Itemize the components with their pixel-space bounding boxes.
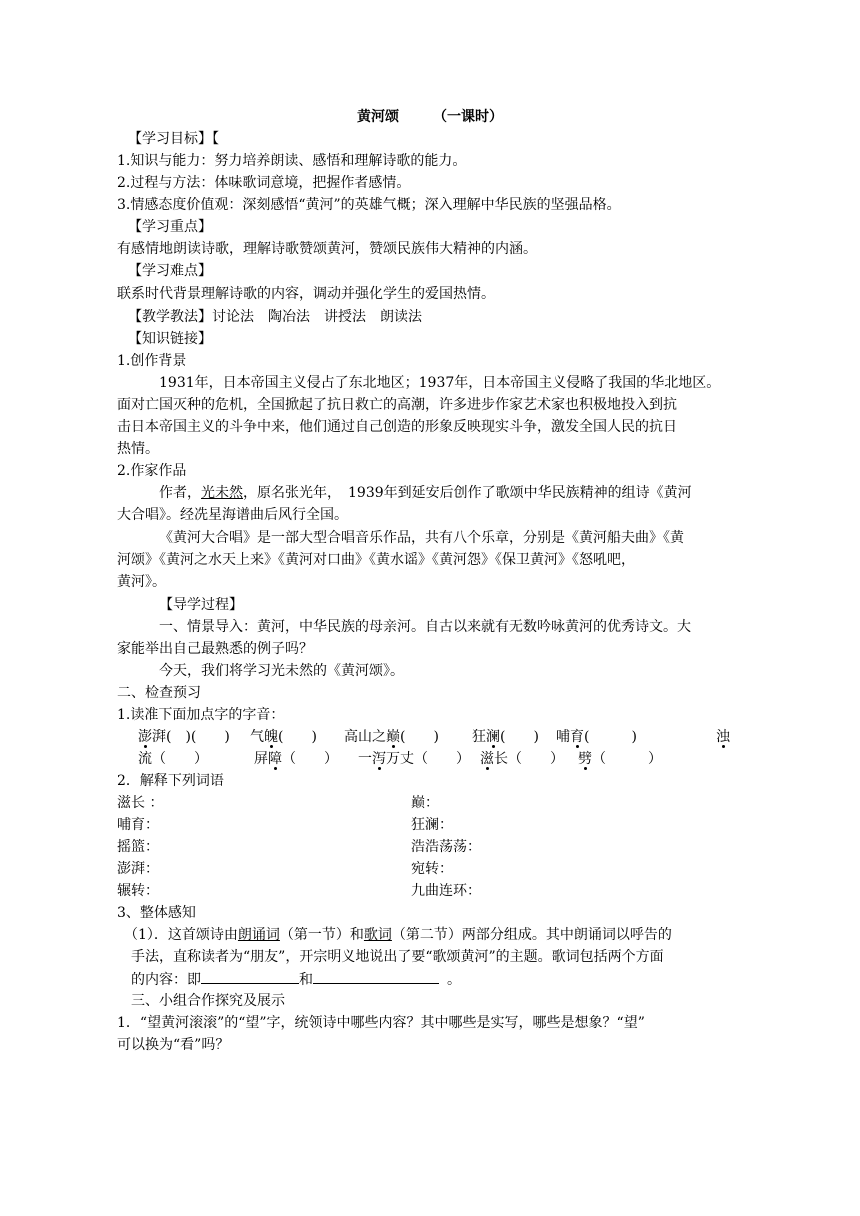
works-line: 大合唱》。经冼星海谱曲后风行全国。 — [117, 507, 348, 523]
dotted-char: 滋 — [480, 751, 494, 767]
page-title — [0, 106, 860, 128]
group-question: 可以换为“看”吗？ — [117, 1037, 230, 1053]
dotted-char: 泻 — [372, 751, 386, 767]
dotted-char: 魄 — [264, 729, 278, 745]
term-right: 狂澜： — [411, 817, 453, 833]
underlined-term: 朗诵词 — [237, 927, 280, 943]
works-para2-line: 黄河》。 — [117, 574, 166, 590]
goal-item: 2.过程与方法：体味歌词意境，把握作者感情。 — [117, 175, 411, 191]
term-left: 澎湃： — [117, 861, 159, 877]
term-left: 滋长 ： — [117, 795, 164, 811]
works-para2-line: 《黄河大合唱》是一部大型合唱音乐作品，共有八个乐章，分别是《黄河船夫曲》《黄 — [159, 530, 684, 546]
pinyin-item: 滋长（ ） — [480, 751, 564, 767]
goal-item: 1.知识与能力：努力培养朗读、感悟和理解诗歌的能力。 — [117, 153, 467, 169]
background-title: 1.创作背景 — [117, 353, 187, 369]
dotted-char: 巅 — [386, 729, 400, 745]
preview-q2: 2．解释下列词语 — [117, 773, 224, 789]
dotted-char: 育 — [570, 729, 584, 745]
term-right: 浩浩荡荡： — [411, 839, 481, 855]
process-today: 今天，我们将学习光未然的《黄河颂》。 — [159, 663, 404, 679]
works-title: 2.作家作品 — [117, 463, 187, 479]
goals-header: 【学习目标】【 — [128, 131, 219, 147]
overall-header: 3、整体感知 — [117, 905, 196, 921]
fill-blank[interactable] — [201, 968, 299, 984]
pinyin-item: 一泻万丈（ ） — [358, 751, 470, 767]
term-right: 宛转： — [411, 861, 453, 877]
works-para2-line: 河颂》《黄河之水天上来》《黄河对口曲》《黄水谣》《黄河怨》《保卫黄河》《怒吼吧， — [117, 552, 635, 568]
group-question: 1．“望黄河滚滚”的“望”字，统领诗中哪些内容？其中哪些是实写，哪些是想象？“望” — [117, 1015, 645, 1031]
pinyin-item: 屏障（ ） — [254, 751, 338, 767]
title-main: 黄河颂 — [357, 109, 399, 125]
methods-line — [128, 306, 422, 328]
pinyin-item: 流（ ） — [138, 751, 208, 767]
methods-header: 【教学教法】 — [128, 309, 212, 325]
pinyin-item: 狂澜( ) — [472, 729, 539, 745]
pinyin-item: 高山之巅( ) — [344, 729, 439, 745]
background-line: 击日本帝国主义的斗争中来，他们通过自己创造的形象反映现实斗争，激发全国人民的抗日 — [117, 419, 677, 435]
term-left: 哺育： — [117, 817, 159, 833]
process-intro-line: 一、情景导入：黄河，中华民族的母亲河。自古以来就有无数吟咏黄河的优秀诗文。大 — [159, 619, 691, 635]
process-header: 【导学过程】 — [159, 597, 243, 613]
focus-header: 【学习重点】 — [128, 219, 212, 235]
difficulty-header: 【学习难点】 — [128, 263, 212, 279]
background-line: 面对亡国灭种的危机，全国掀起了抗日救亡的高潮，许多进步作家艺术家也积极地投入到抗 — [117, 397, 677, 413]
pinyin-item — [716, 726, 730, 748]
dotted-char: 澎 — [138, 729, 152, 745]
pinyin-item: 劈（ ） — [578, 751, 662, 767]
pinyin-item: 气魄( ) — [250, 729, 317, 745]
links-header: 【知识链接】 — [128, 331, 212, 347]
preview-q1: 1.读准下面加点字的字音： — [117, 707, 285, 723]
dotted-char: 劈 — [578, 751, 592, 767]
overall-para: 手法，直称读者为“朋友”，开宗明义地说出了要“歌颂黄河”的主题。歌词包括两个方面 — [131, 949, 664, 965]
background-line: 热情。 — [117, 441, 159, 457]
group-header: 三、小组合作探究及展示 — [131, 993, 285, 1009]
preview-header: 二、检查预习 — [117, 685, 201, 701]
dotted-char: 澜 — [486, 729, 500, 745]
overall-para: 的内容：即 和 。 — [131, 968, 461, 991]
works-text: ，原名张光年， 1939年到延安后创作了歌颂中华民族精神的组诗《黄河 — [243, 485, 692, 501]
focus-text: 有感情地朗读诗歌，理解诗歌赞颂黄河，赞颂民族伟大精神的内涵。 — [117, 241, 537, 257]
fill-blank[interactable] — [313, 968, 439, 984]
dotted-char: 障 — [268, 751, 282, 767]
methods-text: 讨论法 陶冶法 讲授法 朗读法 — [212, 309, 422, 325]
term-left: 辗转： — [117, 883, 159, 899]
difficulty-text: 联系时代背景理解诗歌的内容，调动并强化学生的爱国热情。 — [117, 286, 495, 302]
process-intro-line: 家能举出自己最熟悉的例子吗？ — [117, 641, 313, 657]
works-line — [159, 482, 692, 504]
pinyin-item: 哺育( ) — [556, 729, 637, 745]
pinyin-item: 澎湃( )( ) — [138, 729, 230, 745]
author-link[interactable]: 光未然 — [201, 485, 243, 501]
term-right: 巅： — [411, 795, 439, 811]
works-text: 作者， — [159, 485, 201, 501]
term-left: 摇篮： — [117, 839, 159, 855]
dotted-char: 浊 — [716, 729, 730, 745]
term-right: 九曲连环： — [411, 883, 481, 899]
underlined-term: 歌词 — [363, 927, 392, 943]
background-line: 1931年，日本帝国主义侵占了东北地区；1937年，日本帝国主义侵略了我国的华北地区。 — [159, 375, 721, 391]
goal-item: 3.情感态度价值观：深刻感悟“黄河”的英雄气概；深入理解中华民族的坚强品格。 — [117, 197, 621, 213]
title-sub: （一课时） — [433, 109, 503, 125]
overall-para: （1）．这首颂诗由朗诵词（第一节）和歌词（第二节）两部分组成。其中朗诵词以呼告的 — [124, 927, 672, 943]
